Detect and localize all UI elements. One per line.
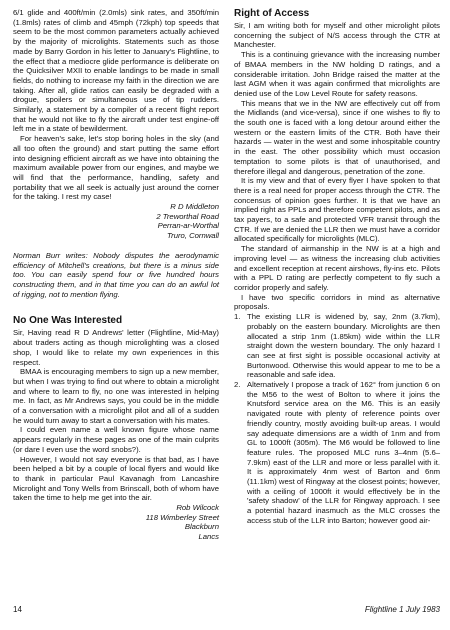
proposal-item [234,380,440,526]
signature-name: R D Middleton [170,202,219,212]
letter2-paragraph: Sir, Having read R D Andrews' letter (Flightline, Mid-May) about traders acting as though microlighting was a closed shop, I would like to relate my own experiences in this respect. [13,328,219,367]
proposal-item [234,312,440,380]
right-column [234,8,440,526]
letter3-heading: Right of Access [234,8,310,19]
signature-address-line: Truro, Cornwall [167,231,219,241]
letter3-paragraph: This is a continuing grievance with the increasing number of BMAA members in the NW holding D ratings, and a considerable irritation. John Bridge raised the matter at the last AGM when it was again confirmed that microlights are denied use of the Low Level Route for safety reasons. [234,50,440,98]
page-footer [13,605,440,617]
publication-date: Flightline 1 July 1983 [364,605,440,614]
signature-name: Rob Wilcock [176,503,219,513]
letter2-paragraph: I could even name a well known figure whose name appears regularly in these pages as one of the main culprits (or dare I even use the word snobs?). [13,425,219,454]
signature-address-line: 2 Treworthal Road [156,211,219,221]
letter3-paragraph: I have two specific corridors in mind as alternative proposals. [234,292,440,312]
signature-address-line: Lancs [198,532,219,542]
letter3-paragraph: The standard of airmanship in the NW is at a high and improving level — as witness the increasing club activities and excellent reception at recent airshows, fly-ins etc. Pilots with a PPL D rating are perfectly competent to fly such a corridor properly and safely. [234,244,440,292]
proposal-number: 1. [234,312,241,322]
letter1-signature [13,202,219,241]
letter1-continuation: 6/1 glide and 400ft/min (2.0mls) sink rates, and 350ft/min (1.8mls) rates of climb and 45mph (72kph) top speeds that seem to be the most common parameters actually achieved by the majority of microlights. Statements such as those made by Barry Gordon in his letter to January's Flightline, to the effect that a mediocre glide performance is deliberate on the Quicksilver MXII to enable landings to be made in small fields, do nothing to increase my faith in the direction we are taking. After all, glide ratios can easily be degraded with a drogue, spoilers or simultaneous use of tip rudders. Similarly, a statement by a compiler of a recent flight report that he would not like to fly the aircraft under test engine-off left me in a state of bewilderment. [13,8,219,134]
editor-note: Norman Burr writes: Nobody disputes the aerodynamic efficiency of Mitchell's creations, but there is a minus side too. You can easily spend four or five hundred hours constructing them, and in that time you can do an awful lot of rigging, not to mention flying. [13,250,219,299]
letter3-paragraph: It is my view and that of every flyer I have spoken to that there is a real need for proper access through the CTR. The concensus of opinion goes further. It is that we have an implied right as PPLs and therefore competent pilots, and as tax payers, to a safe and protected VFR transit through the CTR. If we are denied the LLR then we must have a corridor allocated specifically for microlights (MLC). [234,176,440,244]
signature-address-line: Perran-ar-Worthal [157,221,219,231]
letter2-heading: No One Was Interested [13,315,123,327]
proposal-list [234,312,440,525]
signature-address-line: 118 Wimberley Street [145,512,219,522]
letter3-paragraph: Sir, I am writing both for myself and other microlight pilots concerning the subject of N/S access through the CTR at Manchester. [234,21,440,50]
letter3-paragraph: This means that we in the NW are effectively cut off from the Midlands (and vice-versa), since if one wishes to fly to the south one is faced with a long detour around either the western or the eastern limits of the CTR. Both have their hazards — water in the west and some inhospitable country in the east. The other possibility which must occasion temptation to some pilots is that of unauthorised, and therefore illegal and dangerous, penetration of the zone. [234,98,440,176]
proposal-text: Alternatively I propose a track of 162° from junction 6 on the M56 to the west of Bolton to where it joins the Knutsford service area on the M6. This is an easily navigated route with plenty of reference points over friendly country, mostly avoiding built-up areas. I would say adequate dimensions are a width of 1nm and from GL to 1000ft (305m). The M6 would be followed to line feature rules. The proposed MLC runs 3–4nm (5.6–7.9km) east of the LLR and more or less parallel with it. It is approximately 4nm west of Barton and 6nm (11.1km) west of Ringway at the closest points; however, with a ceiling of 1000ft it would effectively be in the 'safety shadow' of the LLR for Ringway approach. I see a potential hazard inasmuch as the MLC crosses the access stub of the LLR into Barton; however good air- [247,380,440,525]
page-number: 14 [13,605,22,614]
signature-address-line: Blackburn [184,522,219,532]
proposal-text: The existing LLR is widened by, say, 2nm (3.7km), probably on the eastern boundary. Microlights are then allocated a strip 1nm (1.85km) wide within the LLR straight down the western boundary. The only hazard I can see at first sight is possible occasional activity at Burtonwood. Otherwise this would appear to me to be a reasonable and safe idea. [247,312,440,380]
letter2-paragraph: However, I would not say everyone is that bad, as I have been helped a bit by a couple of local flyers and would like to thank in particular Paul Kavanagh from Lancashire Microlight and Tony Wells from Brinscall, both of whom have taken the time to help me get into the air. [13,454,219,503]
letter1-paragraph: For heaven's sake, let's stop boring holes in the sky (and all too often the ground) and start putting the same effort into designing efficient aircraft as we have into obtaining the maximum available power from our engines, and maybe we will find that the performance, handling, safety and portability that we all seek is actually just around the corner for the taking. I rest my case! [13,134,219,202]
letter2-paragraph: BMAA is encouraging members to sign up a new member, but when I was trying to find out where to obtain a microlight and where to learn to fly, no one was interested in helping me. In fact, as Mr Andrews says, you could be in the middle of a conversation with a microlight pilot and all of a sudden he would turn away to start a conversation with his mates. [13,367,219,425]
proposal-number: 2. [234,380,241,390]
left-column [13,8,219,542]
letter2-signature [13,503,219,542]
